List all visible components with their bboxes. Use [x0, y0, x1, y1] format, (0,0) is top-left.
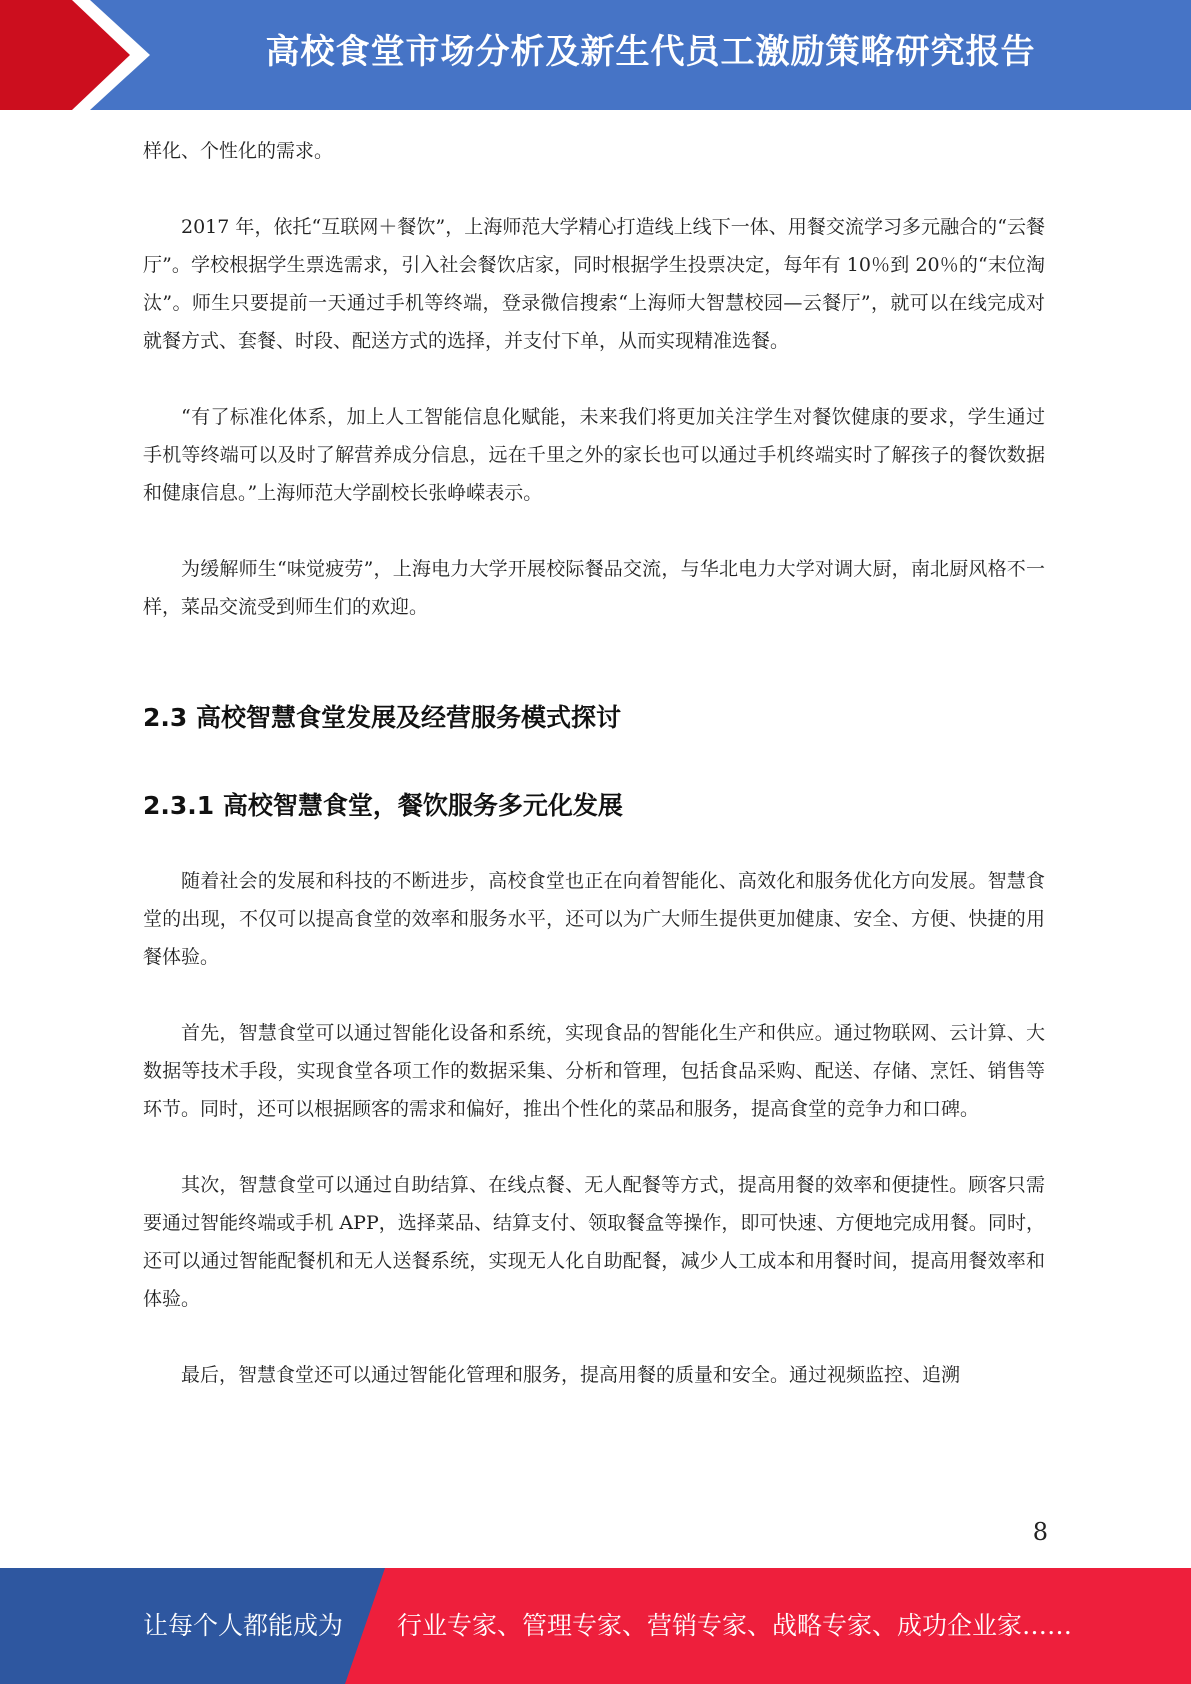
footer-slogan-left: 让每个人都能成为 — [143, 1611, 344, 1640]
footer-slogan-right: 行业专家、管理专家、营销专家、战略专家、成功企业家…… — [397, 1611, 1073, 1640]
paragraph: 样化、个性化的需求。 — [143, 140, 334, 162]
paragraph: 为缓解师生“味觉疲劳”，上海电力大学开展校际餐品交流，与华北电力大学对调大厨，南北厨风格不一样，菜品交流受到师生们的欢迎。 — [143, 558, 1045, 618]
paragraph-gap — [143, 976, 1045, 1014]
section-gap — [143, 826, 1045, 862]
paragraph-gap — [143, 170, 1045, 208]
section-heading: 2.3 高校智慧食堂发展及经营服务模式探讨 — [143, 703, 621, 732]
paragraph-gap — [143, 1128, 1045, 1166]
section-gap — [143, 738, 1045, 786]
page-number: 8 — [1032, 1518, 1048, 1546]
report-title: 高校食堂市场分析及新生代员工激励策略研究报告 — [265, 32, 1036, 72]
paragraph-gap — [143, 1318, 1045, 1356]
page-footer — [0, 1568, 1191, 1684]
header-arrow-decoration — [0, 0, 160, 110]
paragraph: 首先，智慧食堂可以通过智能化设备和系统，实现食品的智能化生产和供应。通过物联网、云计算、大数据等技术手段，实现食堂各项工作的数据采集、分析和管理，包括食品采购、配送、存储、烹饪、销售等环节。同时，还可以根据顾客的需求和偏好，推出个性化的菜品和服务，提高食堂的竞争力和口碑。 — [143, 1022, 1045, 1120]
section-gap — [143, 626, 1045, 698]
paragraph: 其次，智慧食堂可以通过自助结算、在线点餐、无人配餐等方式，提高用餐的效率和便捷性。顾客只需要通过智能终端或手机 APP，选择菜品、结算支付、领取餐盒等操作，即可快速、方便地完成用餐。同时，还可以通过智能配餐机和无人送餐系统，实现无人化自助配餐，减少人工成本和用餐时间，提高用餐效率和体验。 — [143, 1174, 1045, 1310]
page-content — [143, 132, 1045, 1394]
paragraph: 最后，智慧食堂还可以通过智能化管理和服务，提高用餐的质量和安全。通过视频监控、追溯 — [181, 1364, 961, 1386]
paragraph-gap — [143, 360, 1045, 398]
paragraph: 2017 年，依托“互联网＋餐饮”，上海师范大学精心打造线上线下一体、用餐交流学习多元融合的“云餐厅”。学校根据学生票选需求，引入社会餐饮店家，同时根据学生投票决定，每年有 10％到 20％的“末位淘汰”。师生只要提前一天通过手机等终端，登录微信搜索“上海师大智慧校园—云餐厅”，就可以在线完成对就餐方式、套餐、时段、配送方式的选择，并支付下单，从而实现精准选餐。 — [143, 216, 1045, 352]
paragraph: “有了标准化体系，加上人工智能信息化赋能，未来我们将更加关注学生对餐饮健康的要求，学生通过手机等终端可以及时了解营养成分信息，远在千里之外的家长也可以通过手机终端实时了解孩子的餐饮数据和健康信息。”上海师范大学副校长张峥嵘表示。 — [143, 406, 1045, 504]
subsection-heading: 2.3.1 高校智慧食堂，餐饮服务多元化发展 — [143, 791, 623, 820]
page-header — [0, 0, 1191, 110]
paragraph-gap — [143, 512, 1045, 550]
paragraph: 随着社会的发展和科技的不断进步，高校食堂也正在向着智能化、高效化和服务优化方向发展。智慧食堂的出现，不仅可以提高食堂的效率和服务水平，还可以为广大师生提供更加健康、安全、方便、快捷的用餐体验。 — [143, 870, 1045, 968]
